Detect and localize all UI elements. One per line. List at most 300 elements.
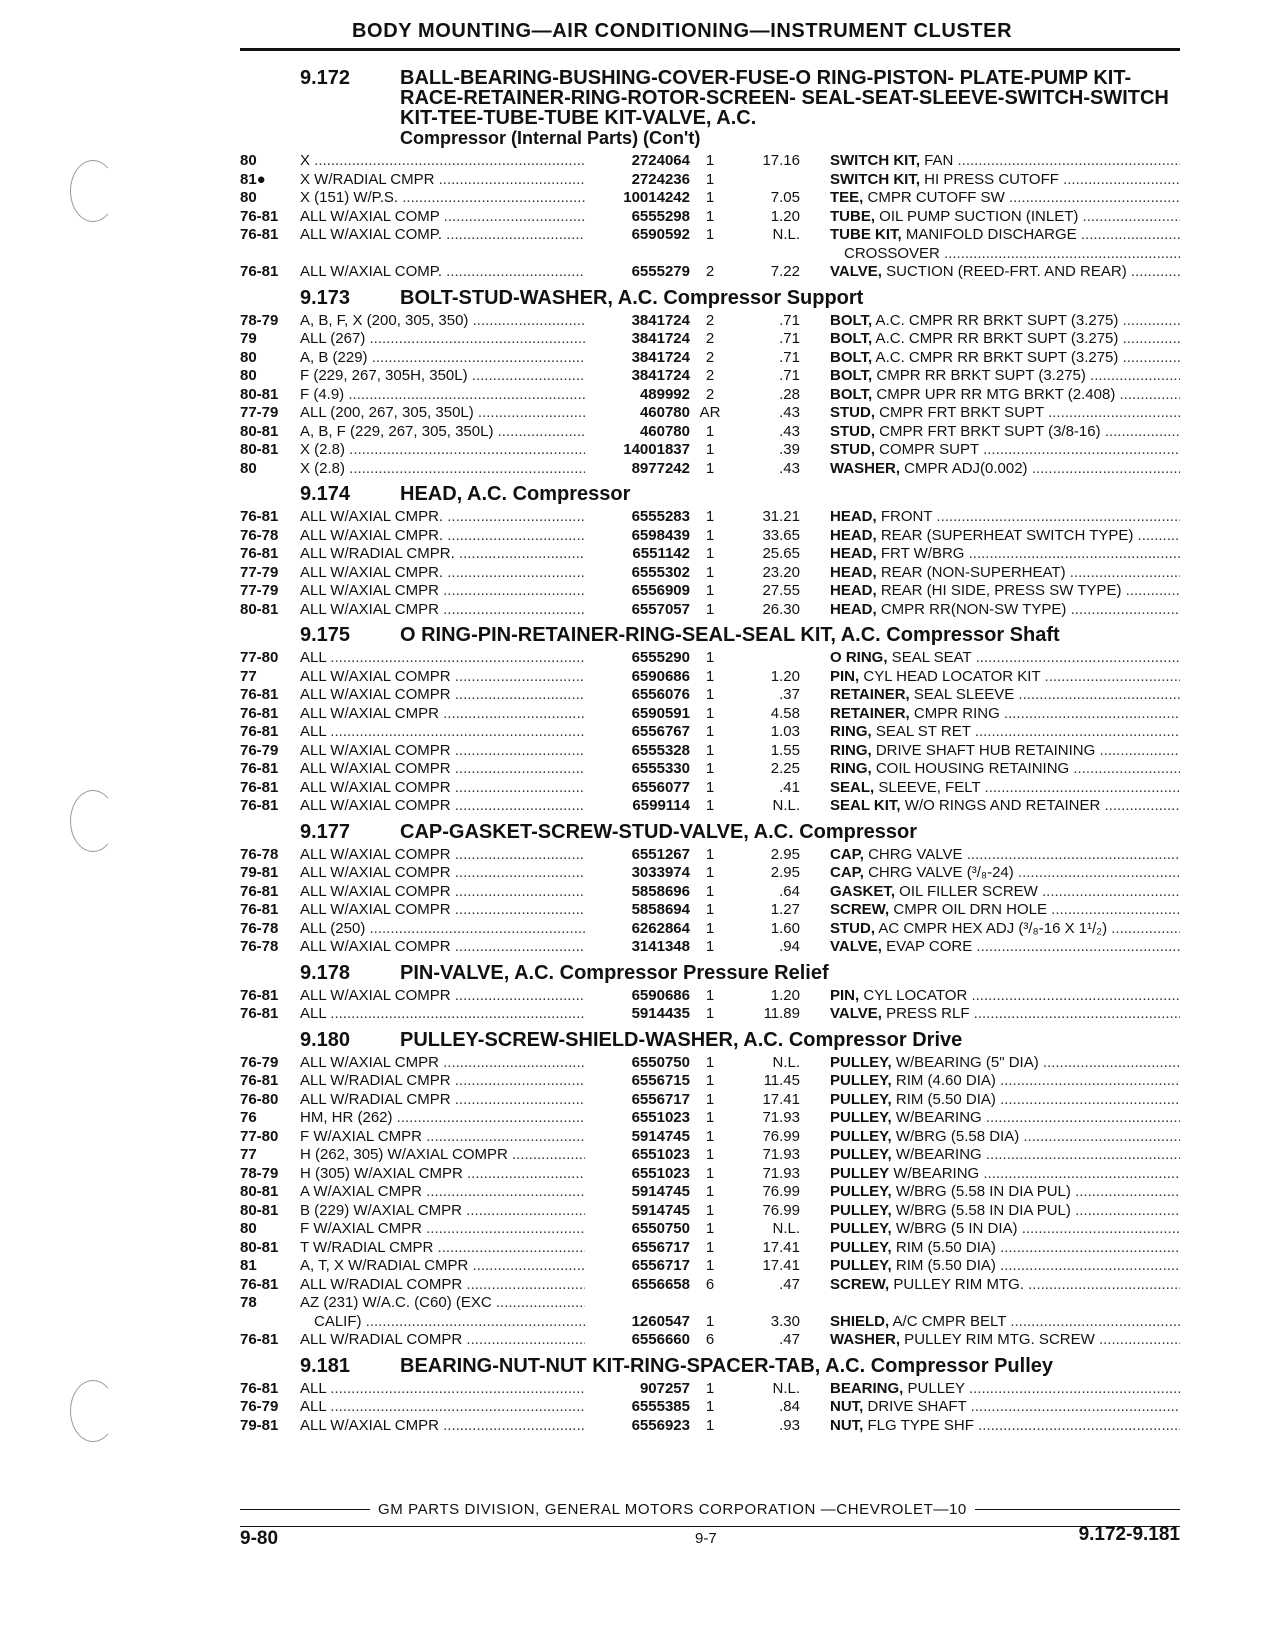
part-detail: W/BRG (5.58 IN DIA PUL) <box>891 1201 1071 1219</box>
part-detail: PULLEY RIM MTG. <box>889 1275 1024 1293</box>
part-row <box>240 920 1180 939</box>
quantity: 2 <box>705 311 715 329</box>
part-number: 6556077 <box>631 778 690 796</box>
part-name: TUBE KIT, <box>830 226 902 243</box>
part-number: 6590686 <box>631 986 690 1004</box>
application: F W/AXIAL CMPR ..... <box>300 1128 585 1147</box>
part-detail: FLG TYPE SHF <box>863 1416 974 1434</box>
price: .41 <box>779 778 800 796</box>
part-description <box>830 245 1180 264</box>
part-description <box>830 1165 1180 1184</box>
model-years: 80-81 <box>240 600 279 618</box>
quantity: 2 <box>705 348 715 366</box>
quantity: 1 <box>705 459 715 477</box>
part-number: 6555283 <box>631 508 690 525</box>
part-name: BEARING, <box>830 1379 904 1397</box>
part-row <box>240 705 1180 724</box>
part-row <box>240 742 1180 761</box>
footer-rule-right <box>975 1509 1180 1510</box>
application: A, B, F (229, 267, 305, 350L) ..... <box>300 423 585 442</box>
application: A, B (229) ..... <box>300 349 585 368</box>
part-number: 6262864 <box>631 919 690 937</box>
part-name: HEAD, <box>830 600 877 618</box>
quantity: AR <box>699 404 721 421</box>
price: 7.22 <box>770 263 800 280</box>
price: .43 <box>779 459 800 477</box>
part-row <box>240 1398 1180 1417</box>
price: .43 <box>779 422 800 440</box>
part-description <box>830 423 1180 442</box>
part-row <box>240 367 1180 386</box>
model-years: 76-81 <box>240 901 279 918</box>
part-name: BOLT, <box>830 385 873 403</box>
application: ALL W/AXIAL CMPR. ..... <box>300 527 585 546</box>
section-title: PIN-VALVE, A.C. Compressor Pressure Relief <box>400 961 829 984</box>
quantity: 1 <box>705 986 715 1004</box>
part-description <box>830 460 1180 479</box>
price: 71.93 <box>762 1164 800 1182</box>
model-years: 79-81 <box>240 864 279 881</box>
quantity: 1 <box>705 1398 715 1415</box>
application: F (4.9) ..... <box>300 386 585 405</box>
part-number: 6556767 <box>631 723 690 740</box>
application: T W/RADIAL CMPR ..... <box>300 1239 585 1258</box>
part-description <box>830 760 1180 779</box>
part-detail: W/BEARING <box>891 1146 982 1163</box>
price: .64 <box>779 882 800 900</box>
part-detail: CMPR ADJ(0.002) <box>900 459 1028 477</box>
part-row <box>240 760 1180 779</box>
part-row <box>240 171 1180 190</box>
quantity: 1 <box>705 760 715 777</box>
part-number: 6551023 <box>631 1164 690 1182</box>
part-description <box>830 1220 1180 1239</box>
quantity: 1 <box>705 508 715 525</box>
application: X (2.8) ..... <box>300 441 585 460</box>
price: 26.30 <box>762 600 800 618</box>
part-number: 6556923 <box>631 1416 690 1434</box>
part-row <box>240 1239 1180 1258</box>
part-row <box>240 1294 1180 1313</box>
binder-hole-mark <box>70 790 116 852</box>
part-number: 2724236 <box>631 170 690 188</box>
part-detail: W/BEARING (5" DIA) <box>891 1053 1039 1071</box>
model-years: 76-81 <box>240 1072 279 1089</box>
part-detail: CROSSOVER <box>844 244 940 262</box>
quantity: 6 <box>705 1275 715 1293</box>
price: 3.30 <box>770 1312 800 1330</box>
part-number: 1260547 <box>631 1312 690 1330</box>
quantity: 1 <box>705 1238 715 1256</box>
section-heading <box>240 1030 1180 1050</box>
price: .84 <box>779 1398 800 1415</box>
application: CALIF) ..... <box>300 1313 585 1332</box>
part-description <box>830 582 1180 601</box>
quantity: 6 <box>705 1331 715 1348</box>
part-name: HEAD, <box>830 582 877 599</box>
part-name: NUT, <box>830 1416 864 1434</box>
part-description <box>830 152 1180 171</box>
quantity: 1 <box>705 1379 715 1397</box>
price: 11.89 <box>763 1005 800 1022</box>
application: ALL W/RADIAL CMPR. ..... <box>300 545 585 564</box>
part-description <box>830 1072 1180 1091</box>
part-row <box>240 263 1180 282</box>
model-years: 76-81 <box>240 1379 279 1397</box>
part-name: WASHER, <box>830 1331 901 1348</box>
quantity: 1 <box>705 1312 715 1330</box>
part-name: RING, <box>830 760 872 777</box>
application: ALL (267) ..... <box>300 330 585 349</box>
quantity: 1 <box>705 741 715 759</box>
part-description <box>830 1398 1180 1417</box>
price: 76.99 <box>762 1183 800 1200</box>
part-row <box>240 601 1180 620</box>
part-row <box>240 564 1180 583</box>
model-years: 77-80 <box>240 1127 279 1145</box>
part-number <box>585 245 690 264</box>
model-years: 76-81 <box>240 797 279 814</box>
model-years: 77-79 <box>240 563 279 581</box>
section-title-block <box>400 822 1180 842</box>
part-description <box>830 864 1180 883</box>
page-header-title: BODY MOUNTING—AIR CONDITIONING—INSTRUMENT CLUSTER <box>352 20 1013 42</box>
part-description <box>830 1239 1180 1258</box>
part-number: 6555330 <box>631 760 690 777</box>
application: ALL W/AXIAL CMPR. ..... <box>300 564 585 583</box>
application: ALL ..... <box>300 723 585 742</box>
part-description <box>830 330 1180 349</box>
part-name: STUD, <box>830 919 875 937</box>
part-number: 6556715 <box>631 1072 690 1089</box>
section-number: 9.174 <box>300 483 351 505</box>
quantity: 1 <box>705 882 715 900</box>
price: .47 <box>779 1275 800 1293</box>
price: 71.93 <box>762 1146 800 1163</box>
part-name: CAP, <box>830 845 864 863</box>
application: ALL W/AXIAL CMPR. ..... <box>300 508 585 527</box>
part-description <box>830 779 1180 798</box>
model-years: 76-81 <box>240 723 279 740</box>
application: ALL ..... <box>300 1005 585 1024</box>
part-row <box>240 1331 1180 1350</box>
model-years: 80-81 <box>240 1238 279 1256</box>
part-row <box>240 649 1180 668</box>
part-description <box>830 1257 1180 1276</box>
part-number: 6598439 <box>631 526 690 544</box>
part-detail: CMPR UPR RR MTG BRKT (2.408) <box>872 385 1116 403</box>
model-years: 80 <box>240 189 257 206</box>
part-name: PULLEY, <box>830 1109 892 1126</box>
part-number: 3841724 <box>631 348 690 366</box>
model-years: 76-78 <box>240 938 279 955</box>
application: ALL (200, 267, 305, 350L) ..... <box>300 404 585 423</box>
application: ALL ..... <box>300 1398 585 1417</box>
part-name: O RING, <box>830 649 888 666</box>
part-name: VALVE, <box>830 938 882 955</box>
application: ALL W/RADIAL COMPR ..... <box>300 1331 585 1350</box>
application: ALL W/AXIAL CMPR ..... <box>300 705 585 724</box>
part-detail: W/BEARING <box>891 1109 982 1126</box>
application: HM, HR (262) ..... <box>300 1109 585 1128</box>
model-years: 76-79 <box>240 1053 279 1071</box>
part-description <box>830 883 1180 902</box>
part-row <box>240 797 1180 816</box>
price: 17.41 <box>762 1090 800 1108</box>
part-detail: RIM (5.50 DIA) <box>891 1090 996 1108</box>
part-number: 3841724 <box>631 330 690 347</box>
model-years: 76-81 <box>240 778 279 796</box>
part-number: 6556658 <box>631 1275 690 1293</box>
model-years: 76-81 <box>240 686 279 703</box>
quantity: 1 <box>705 1164 715 1182</box>
price: 23.20 <box>762 563 800 581</box>
application: ALL W/AXIAL COMP. ..... <box>300 226 585 245</box>
part-row <box>240 938 1180 957</box>
quantity: 2 <box>705 330 715 347</box>
part-name: PULLEY, <box>830 1257 892 1274</box>
part-detail: PULLEY <box>903 1379 965 1397</box>
part-name: PULLEY <box>830 1164 890 1182</box>
part-name: CAP, <box>830 864 864 881</box>
part-detail: PULLEY RIM MTG. SCREW <box>900 1331 1095 1348</box>
price: N.L. <box>772 1220 800 1237</box>
application: ALL W/AXIAL COMPR ..... <box>300 883 585 902</box>
footer-publisher: GM PARTS DIVISION, GENERAL MOTORS CORPORATION —CHEVROLET—10 <box>378 1501 967 1518</box>
price: .93 <box>779 1416 800 1434</box>
quantity: 1 <box>705 1127 715 1145</box>
part-detail: PRESS RLF <box>881 1005 970 1022</box>
price: .94 <box>779 938 800 955</box>
price: .43 <box>779 404 800 421</box>
part-detail: A.C. CMPR RR BRKT SUPT (3.275) <box>872 330 1119 347</box>
quantity: 1 <box>705 1146 715 1163</box>
quantity: 1 <box>705 686 715 703</box>
price: 1.03 <box>770 723 800 740</box>
part-name: RING, <box>830 723 872 740</box>
model-years: 78 <box>240 1294 257 1311</box>
part-description <box>830 208 1180 227</box>
price: .37 <box>779 686 800 703</box>
part-number: 6555385 <box>631 1398 690 1415</box>
header-rule <box>240 48 1180 51</box>
model-years: 76-81 <box>240 508 279 525</box>
part-description <box>830 705 1180 724</box>
model-years: 77 <box>240 1146 257 1163</box>
footer-rule-left <box>240 1509 370 1510</box>
part-row <box>240 1380 1180 1399</box>
quantity: 1 <box>705 1053 715 1071</box>
part-detail: CMPR RING <box>909 704 1000 722</box>
part-name: SEAL KIT, <box>830 797 901 814</box>
price <box>730 649 800 668</box>
part-number: 6555298 <box>631 207 690 225</box>
part-number: 3841724 <box>631 311 690 329</box>
application: ALL W/RADIAL COMPR ..... <box>300 1276 585 1295</box>
price: .39 <box>779 441 800 458</box>
price: .47 <box>779 1331 800 1348</box>
quantity: 1 <box>705 901 715 918</box>
part-row <box>240 330 1180 349</box>
model-years: 77 <box>240 667 257 685</box>
section-number: 9.180 <box>300 1028 351 1051</box>
model-years: 80-81 <box>240 441 279 458</box>
part-detail: W/BRG (5 IN DIA) <box>891 1220 1018 1237</box>
price: 17.41 <box>762 1257 800 1274</box>
model-years: 76-78 <box>240 526 279 544</box>
section-title: O RING-PIN-RETAINER-RING-SEAL-SEAL KIT, A.C. Compressor Shaft <box>400 624 1060 646</box>
part-number: 907257 <box>639 1379 690 1397</box>
model-years: 79-81 <box>240 1416 279 1434</box>
price: 27.55 <box>762 582 800 599</box>
section-heading <box>240 484 1180 504</box>
part-row <box>240 901 1180 920</box>
part-number: 460780 <box>639 404 690 421</box>
part-number: 6556717 <box>631 1090 690 1108</box>
quantity: 1 <box>705 207 715 225</box>
section-number: 9.175 <box>300 624 351 646</box>
price: N.L. <box>772 797 800 814</box>
part-detail: FRONT <box>876 508 933 525</box>
application: ALL ..... <box>300 649 585 668</box>
application: X ..... <box>300 152 585 171</box>
part-description <box>830 1331 1180 1350</box>
footer-page-number: 9-7 <box>695 1530 717 1547</box>
part-description <box>830 1005 1180 1024</box>
part-number: 6551023 <box>631 1109 690 1126</box>
quantity: 1 <box>705 864 715 881</box>
part-number: 6590591 <box>631 704 690 722</box>
part-number: 5914745 <box>631 1127 690 1145</box>
part-detail: CMPR RR BRKT SUPT (3.275) <box>872 367 1086 384</box>
application: ALL W/AXIAL COMPR ..... <box>300 864 585 883</box>
quantity: 1 <box>705 723 715 740</box>
part-detail: SUCTION (REED-FRT. AND REAR) <box>881 263 1127 280</box>
price: .71 <box>779 330 800 347</box>
part-row <box>240 508 1180 527</box>
section-number: 9.173 <box>300 286 351 309</box>
part-detail: DRIVE SHAFT HUB RETAINING <box>871 741 1096 759</box>
part-name: GASKET, <box>830 882 896 900</box>
price: 76.99 <box>762 1201 800 1219</box>
part-name: VALVE, <box>830 1005 882 1022</box>
part-description <box>830 508 1180 527</box>
model-years: 80 <box>240 367 257 384</box>
part-number: 3033974 <box>631 864 690 881</box>
quantity <box>690 1294 730 1313</box>
application: A, B, F, X (200, 305, 350) ..... <box>300 312 585 331</box>
price: 71.93 <box>762 1109 800 1126</box>
part-detail: SEAL SEAT <box>887 649 972 666</box>
part-number: 6590592 <box>631 226 690 243</box>
price: N.L. <box>772 226 800 243</box>
part-row <box>240 686 1180 705</box>
quantity: 1 <box>705 845 715 863</box>
model-years: 80 <box>240 459 257 477</box>
section-title: HEAD, A.C. Compressor <box>400 483 631 505</box>
part-number <box>585 1294 690 1313</box>
part-detail: CMPR CUTOFF SW <box>863 189 1005 206</box>
model-years: 76-81 <box>240 1331 279 1348</box>
model-years: 80-81 <box>240 1201 279 1219</box>
part-detail: W/O RINGS AND RETAINER <box>900 797 1101 814</box>
part-name: BOLT, <box>830 348 873 366</box>
part-name: PULLEY, <box>830 1201 892 1219</box>
application: ALL W/AXIAL CMPR ..... <box>300 582 585 601</box>
part-name: VALVE, <box>830 263 882 280</box>
part-name: STUD, <box>830 422 875 440</box>
price: 1.20 <box>770 986 800 1004</box>
part-description <box>830 846 1180 865</box>
quantity: 1 <box>705 170 715 188</box>
part-row <box>240 1128 1180 1147</box>
model-years: 76-81 <box>240 1005 279 1022</box>
model-years: 77-79 <box>240 404 279 421</box>
quantity: 1 <box>705 1416 715 1434</box>
part-detail: HI PRESS CUTOFF <box>920 170 1059 188</box>
application: F (229, 267, 305H, 350L) ..... <box>300 367 585 386</box>
application: ALL W/AXIAL COMPR ..... <box>300 686 585 705</box>
part-detail: REAR (NON-SUPERHEAT) <box>876 563 1066 581</box>
quantity: 1 <box>705 1090 715 1108</box>
part-detail: OIL PUMP SUCTION (INLET) <box>875 207 1079 225</box>
section-title: BEARING-NUT-NUT KIT-RING-SPACER-TAB, A.C. Compressor Pulley <box>400 1354 1053 1377</box>
quantity: 1 <box>705 545 715 562</box>
price: 25.65 <box>762 545 800 562</box>
part-row <box>240 152 1180 171</box>
application: ALL W/AXIAL COMPR ..... <box>300 846 585 865</box>
part-description <box>830 1183 1180 1202</box>
quantity: 1 <box>705 1005 715 1022</box>
part-detail: A.C. CMPR RR BRKT SUPT (3.275) <box>872 311 1119 329</box>
part-detail: FRT W/BRG <box>876 545 965 562</box>
part-number: 6599114 <box>632 797 690 814</box>
part-number: 2724064 <box>631 152 690 169</box>
price: 33.65 <box>762 526 800 544</box>
quantity: 1 <box>705 778 715 796</box>
section-heading <box>240 68 1180 148</box>
part-detail: SEAL SLEEVE <box>909 686 1015 703</box>
part-number: 5858694 <box>631 901 690 918</box>
application: ALL W/AXIAL COMPR ..... <box>300 938 585 957</box>
quantity: 2 <box>705 263 715 280</box>
part-row <box>240 1165 1180 1184</box>
model-years: 80-81 <box>240 422 279 440</box>
part-number: 5914435 <box>631 1005 690 1022</box>
model-years: 76-81 <box>240 986 279 1004</box>
part-description <box>830 668 1180 687</box>
footer-section-range: 9.172-9.181 <box>1078 1524 1180 1545</box>
part-row <box>240 1220 1180 1239</box>
part-detail: A.C. CMPR RR BRKT SUPT (3.275) <box>872 348 1119 366</box>
price: 4.58 <box>770 704 800 722</box>
part-description <box>830 349 1180 368</box>
model-years: 76-81 <box>240 882 279 900</box>
part-number: 6551267 <box>631 845 690 863</box>
model-years: 79 <box>240 330 257 347</box>
price: 17.41 <box>762 1238 800 1256</box>
model-years: 81● <box>240 170 266 188</box>
part-description <box>830 1202 1180 1221</box>
part-name: SCREW, <box>830 901 890 918</box>
part-description <box>830 1313 1180 1332</box>
application: ALL W/RADIAL CMPR ..... <box>300 1072 585 1091</box>
part-row <box>240 386 1180 405</box>
part-number: 6555328 <box>631 741 690 759</box>
application: ALL W/AXIAL CMPR ..... <box>300 601 585 620</box>
price: 1.55 <box>770 741 800 759</box>
price: 1.27 <box>770 901 800 918</box>
